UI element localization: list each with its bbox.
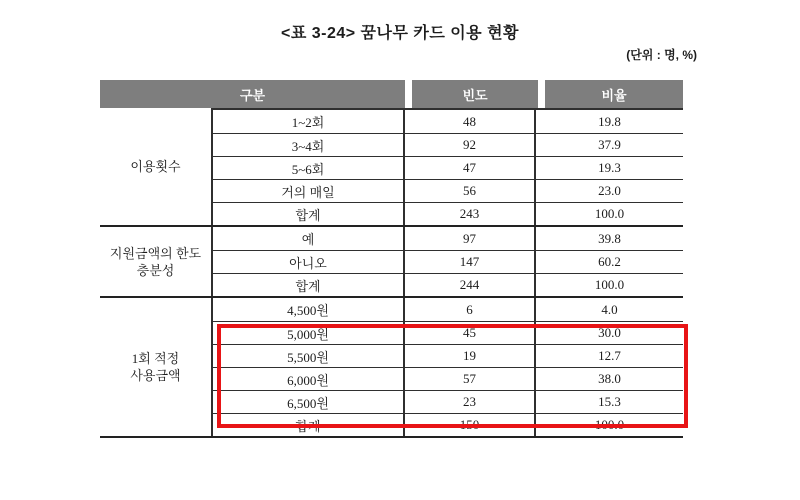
cell-frequency: 150 <box>405 414 536 436</box>
cell-category: 5,000원 <box>213 322 405 344</box>
cell-frequency: 57 <box>405 368 536 390</box>
group-rows <box>213 227 683 296</box>
table-row <box>213 133 683 156</box>
group-label-line: 충분성 <box>136 262 175 278</box>
table-group-usage-count <box>100 108 683 225</box>
table-row-total <box>213 202 683 225</box>
cell-frequency: 19 <box>405 345 536 367</box>
cell-frequency: 97 <box>405 227 536 250</box>
cell-frequency: 45 <box>405 322 536 344</box>
cell-ratio: 100.0 <box>594 417 625 432</box>
cell-frequency: 48 <box>405 110 536 133</box>
cell-ratio: 30.0 <box>598 325 621 340</box>
table-group-proper-amount <box>100 296 683 436</box>
cell-ratio: 15.3 <box>598 394 621 409</box>
cell-frequency: 6 <box>405 298 536 321</box>
cell-ratio: 38.0 <box>598 371 621 386</box>
cell-ratio: 60.2 <box>598 254 621 269</box>
table-row-highlighted <box>213 390 683 413</box>
unit-label: (단위 : 명, %) <box>626 48 697 62</box>
cell-category: 1~2회 <box>213 110 405 133</box>
cell-category: 6,500원 <box>213 391 405 413</box>
cell-category: 5,500원 <box>213 345 405 367</box>
cell-frequency: 92 <box>405 134 536 156</box>
data-table <box>100 80 683 438</box>
group-label-line: 지원금액의 한도 <box>109 245 202 261</box>
table-row <box>213 250 683 273</box>
cell-ratio: 39.8 <box>598 230 621 246</box>
cell-category: 예 <box>213 227 405 250</box>
table-group-limit-sufficiency <box>100 225 683 296</box>
cell-category: 합계 <box>213 203 405 225</box>
group-rows <box>213 108 683 225</box>
group-label-proper-amount <box>100 298 213 436</box>
table-row-total <box>213 273 683 296</box>
table-row <box>213 227 683 250</box>
group-label-line: 1회 적정 <box>131 351 180 366</box>
table-row-total <box>213 413 683 436</box>
group-label-usage-count <box>100 108 213 225</box>
cell-category: 3~4회 <box>213 134 405 156</box>
group-label-limit-sufficiency <box>100 227 213 296</box>
cell-ratio: 4.0 <box>601 301 618 317</box>
cell-frequency: 243 <box>405 203 536 225</box>
cell-category: 거의 매일 <box>213 180 405 202</box>
header-gap <box>405 80 412 108</box>
cell-frequency: 23 <box>405 391 536 413</box>
cell-ratio: 19.3 <box>598 160 621 175</box>
group-rows <box>213 298 683 436</box>
header-cell-category: 구분 <box>100 80 405 108</box>
cell-frequency: 147 <box>405 251 536 273</box>
table-row-highlighted <box>213 321 683 344</box>
cell-ratio: 23.0 <box>598 183 621 198</box>
table-row-highlighted <box>213 367 683 390</box>
cell-category: 아니오 <box>213 251 405 273</box>
cell-category: 4,500원 <box>213 298 405 321</box>
table-row <box>213 156 683 179</box>
header-gap <box>538 80 545 108</box>
group-label-line: 이용횟수 <box>130 159 181 174</box>
table-row-highlighted <box>213 344 683 367</box>
table-title: <표 3-24> 꿈나무 카드 이용 현황 <box>281 25 519 42</box>
cell-ratio: 100.0 <box>594 206 625 221</box>
cell-frequency: 47 <box>405 157 536 179</box>
cell-ratio: 19.8 <box>598 113 621 129</box>
group-label-line: 사용금액 <box>130 368 181 383</box>
cell-ratio: 12.7 <box>598 348 621 363</box>
table-body <box>100 108 683 438</box>
cell-category: 합계 <box>213 414 405 436</box>
cell-ratio: 100.0 <box>594 277 625 292</box>
cell-category: 5~6회 <box>213 157 405 179</box>
table-row <box>213 298 683 321</box>
cell-frequency: 244 <box>405 274 536 296</box>
table-row <box>213 179 683 202</box>
cell-category: 6,000원 <box>213 368 405 390</box>
header-cell-ratio: 비율 <box>545 80 683 108</box>
table-header-row <box>100 80 683 108</box>
header-cell-frequency: 빈도 <box>412 80 538 108</box>
cell-category: 합계 <box>213 274 405 296</box>
cell-ratio: 37.9 <box>598 137 621 152</box>
cell-frequency: 56 <box>405 180 536 202</box>
table-row <box>213 110 683 133</box>
